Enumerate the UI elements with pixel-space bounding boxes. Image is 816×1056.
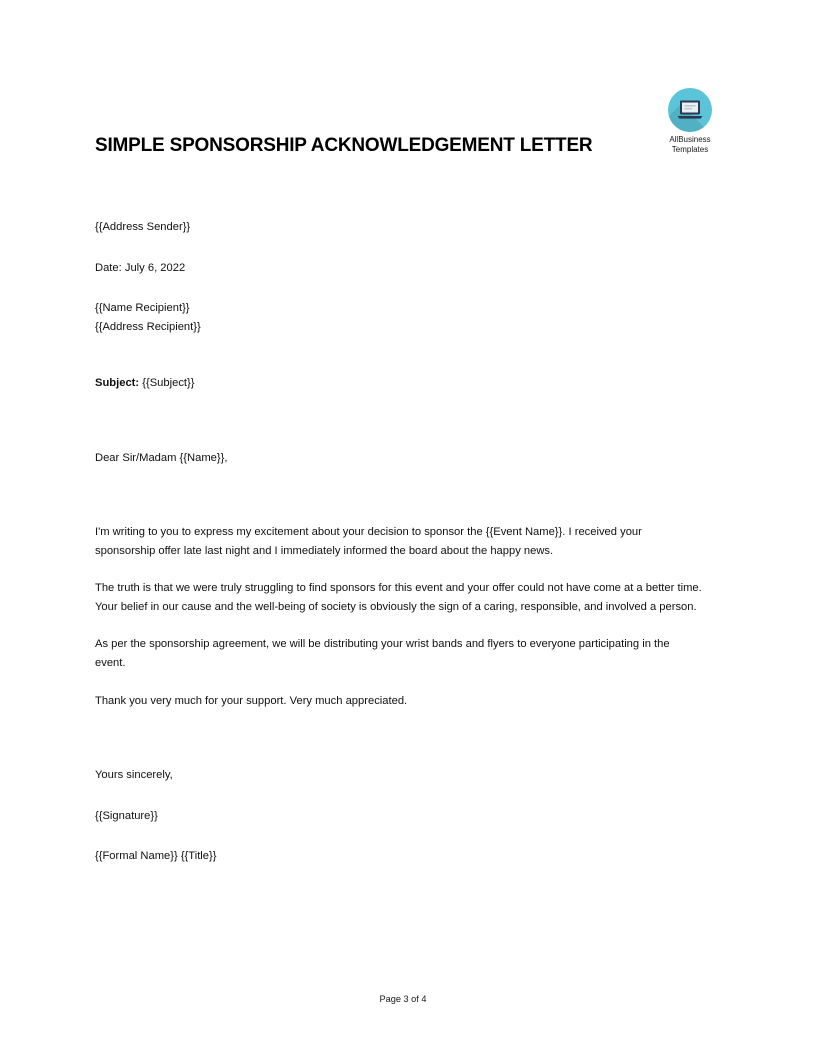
logo-mark	[668, 88, 712, 132]
laptop-icon	[677, 99, 703, 120]
spacer	[95, 237, 702, 259]
sender-address: {{Address Sender}}	[95, 221, 191, 233]
brand-logo	[652, 88, 728, 155]
subject-label: Subject:	[95, 377, 140, 389]
logo-text-line1: AllBusiness	[669, 135, 711, 144]
spacer	[95, 560, 702, 579]
spacer	[95, 277, 702, 299]
recipient-name: {{Name Recipient}}	[95, 302, 190, 314]
subject-value: {{Subject}}	[142, 377, 195, 389]
spacer	[95, 616, 702, 635]
subject-line	[95, 374, 702, 393]
logo-text-line2: Templates	[671, 145, 709, 154]
body-paragraph-4: Thank you very much for your support. Very much appreciated.	[95, 694, 408, 707]
spacer	[95, 785, 702, 807]
spacer	[95, 336, 702, 374]
body-paragraph-1: I'm writing to you to express my excitement about your decision to sponsor the {{Event Name}}. I received your sponsorship offer late last night and I immediately informed the board about the happy news.	[95, 526, 642, 557]
page-footer: Page 3 of 4	[379, 994, 427, 1004]
page-title: SIMPLE SPONSORSHIP ACKNOWLEDGEMENT LETTER	[95, 135, 593, 156]
recipient-address: {{Address Recipient}}	[95, 320, 201, 333]
formal-name-title: {{Formal Name}} {{Title}}	[95, 850, 217, 863]
letter-body	[95, 218, 702, 866]
salutation: Dear Sir/Madam {{Name}},	[95, 451, 228, 464]
spacer	[95, 673, 702, 692]
closing-line: Yours sincerely,	[95, 769, 173, 782]
signature-placeholder: {{Signature}}	[95, 809, 158, 822]
body-paragraph-3: As per the sponsorship agreement, we will be distributing your wrist bands and flyers to everyone participating in the event.	[95, 638, 670, 669]
spacer	[95, 467, 702, 523]
date-line: Date: July 6, 2022	[95, 261, 186, 274]
spacer	[95, 825, 702, 847]
body-paragraph-2: The truth is that we were truly struggling to find sponsors for this event and your offer could not have come at a better time. Your belief in our cause and the well-being of society is obviously the sign of a caring, responsible, and involved a person.	[95, 582, 702, 613]
spacer	[95, 393, 702, 449]
spacer	[95, 710, 702, 766]
